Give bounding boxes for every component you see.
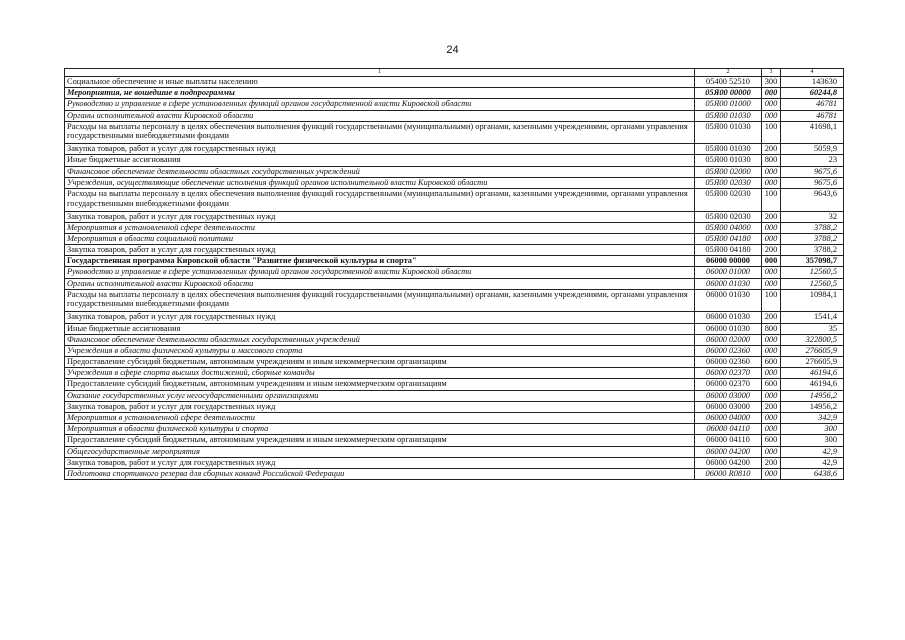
table-row [65,245,844,256]
row-amount-cell: 46781 [781,110,844,121]
row-amount-cell: 42,9 [781,457,844,468]
row-expense-type-cell: 200 [762,211,781,222]
row-expense-type-cell: 000 [762,468,781,479]
row-expense-type-cell: 000 [762,166,781,177]
table-row [65,413,844,424]
row-amount-cell: 300 [781,424,844,435]
row-code-cell: 06000 02370 [695,368,762,379]
row-amount-cell: 5059,9 [781,144,844,155]
budget-table [64,68,844,480]
row-expense-type-cell: 000 [762,368,781,379]
table-row [65,88,844,99]
row-amount-cell: 342,9 [781,413,844,424]
row-amount-cell: 3788,2 [781,245,844,256]
row-code-cell: 05Я00 01030 [695,155,762,166]
row-code-cell: 05Я00 02030 [695,177,762,188]
row-expense-type-cell: 200 [762,245,781,256]
table-header-row [65,69,844,77]
row-amount-cell: 60244,8 [781,88,844,99]
row-code-cell: 05400 52510 [695,77,762,88]
row-expense-type-cell: 200 [762,457,781,468]
row-name-cell: Финансовое обеспечение деятельности областных государственных учреждений [65,334,695,345]
row-amount-cell: 9675,6 [781,166,844,177]
table-row [65,468,844,479]
row-amount-cell: 12560,5 [781,267,844,278]
row-name-cell: Оказание государственных услуг негосударственными организациями [65,390,695,401]
table-row [65,166,844,177]
row-code-cell: 06000 04110 [695,435,762,446]
row-name-cell: Мероприятия в области социальной политики [65,233,695,244]
row-name-cell: Мероприятия в установленной сфере деятельности [65,413,695,424]
row-expense-type-cell: 600 [762,357,781,368]
row-expense-type-cell: 800 [762,323,781,334]
row-code-cell: 06000 01030 [695,323,762,334]
row-amount-cell: 300 [781,435,844,446]
row-expense-type-cell: 600 [762,435,781,446]
row-amount-cell: 46194,6 [781,379,844,390]
table-row [65,357,844,368]
table-row [65,435,844,446]
table-row [65,110,844,121]
row-code-cell: 05Я00 00000 [695,88,762,99]
row-expense-type-cell: 000 [762,110,781,121]
row-code-cell: 05Я00 01030 [695,121,762,144]
column-header-code: 2 [695,69,762,77]
column-header-name: 1 [65,69,695,77]
row-code-cell: 05Я00 01030 [695,110,762,121]
row-amount-cell: 357098,7 [781,256,844,267]
row-name-cell: Учреждения, осуществляющие обеспечение исполнения функций органов исполнительной власти Кировской области [65,177,695,188]
row-expense-type-cell: 600 [762,379,781,390]
row-code-cell: 06000 01030 [695,278,762,289]
row-expense-type-cell: 100 [762,121,781,144]
table-row [65,155,844,166]
row-name-cell: Расходы на выплаты персоналу в целях обеспечения выполнения функций государственными (муниципальными) органами, казенными учреждениями, органами управления государственными внебюджетными фондами [65,121,695,144]
table-row [65,289,844,312]
table-row [65,222,844,233]
row-code-cell: 06000 03000 [695,390,762,401]
table-row [65,424,844,435]
row-amount-cell: 46194,6 [781,368,844,379]
row-name-cell: Руководство и управление в сфере установленных функций органов государственной власти Кировской области [65,267,695,278]
row-name-cell: Иные бюджетные ассигнования [65,155,695,166]
row-amount-cell: 42,9 [781,446,844,457]
row-code-cell: 06000 02360 [695,357,762,368]
row-name-cell: Руководство и управление в сфере установленных функций органов государственной власти Кировской области [65,99,695,110]
row-code-cell: 06000 04200 [695,457,762,468]
row-amount-cell: 9675,6 [781,177,844,188]
table-row [65,401,844,412]
row-expense-type-cell: 100 [762,189,781,212]
row-amount-cell: 276605,9 [781,357,844,368]
row-expense-type-cell: 000 [762,446,781,457]
row-code-cell: 06000 01000 [695,267,762,278]
row-expense-type-cell: 200 [762,144,781,155]
table-row [65,267,844,278]
table-row [65,189,844,212]
row-code-cell: 05Я00 02000 [695,166,762,177]
table-row [65,77,844,88]
table-row [65,323,844,334]
row-name-cell: Расходы на выплаты персоналу в целях обеспечения выполнения функций государственными (муниципальными) органами, казенными учреждениями, органами управления государственными внебюджетными фондами [65,189,695,212]
row-name-cell: Предоставление субсидий бюджетным, автономным учреждениям и иным некоммерческим организациям [65,435,695,446]
row-expense-type-cell: 000 [762,334,781,345]
row-code-cell: 06000 02370 [695,379,762,390]
row-name-cell: Учреждения в области физической культуры и массового спорта [65,345,695,356]
row-expense-type-cell: 300 [762,77,781,88]
row-code-cell: 06000 04200 [695,446,762,457]
row-expense-type-cell: 800 [762,155,781,166]
row-expense-type-cell: 000 [762,233,781,244]
table-row [65,368,844,379]
row-amount-cell: 41698,1 [781,121,844,144]
row-expense-type-cell: 000 [762,424,781,435]
row-amount-cell: 9643,6 [781,189,844,212]
row-name-cell: Предоставление субсидий бюджетным, автономным учреждениям и иным некоммерческим организациям [65,357,695,368]
row-code-cell: 06000 04000 [695,413,762,424]
row-code-cell: 06000 02000 [695,334,762,345]
row-name-cell: Учреждения в сфере спорта высших достижений, сборные команды [65,368,695,379]
row-code-cell: 06000 01030 [695,312,762,323]
row-amount-cell: 3788,2 [781,222,844,233]
row-name-cell: Расходы на выплаты персоналу в целях обеспечения выполнения функций государственными (муниципальными) органами, казенными учреждениями, органами управления государственными внебюджетными фондами [65,289,695,312]
table-row [65,99,844,110]
row-name-cell: Органы исполнительной власти Кировской области [65,278,695,289]
row-name-cell: Мероприятия, не вошедшие в подпрограммы [65,88,695,99]
row-name-cell: Мероприятия в установленной сфере деятельности [65,222,695,233]
row-amount-cell: 1541,4 [781,312,844,323]
row-code-cell: 05Я00 02030 [695,189,762,212]
row-name-cell: Закупка товаров, работ и услуг для государственных нужд [65,211,695,222]
page-number: 24 [446,44,459,56]
row-amount-cell: 143630 [781,77,844,88]
row-expense-type-cell: 000 [762,413,781,424]
row-name-cell: Подготовка спортивного резерва для сборных команд Российской Федерации [65,468,695,479]
row-amount-cell: 35 [781,323,844,334]
row-expense-type-cell: 000 [762,222,781,233]
row-name-cell: Государственная программа Кировской области "Развитие физической культуры и спорта" [65,256,695,267]
row-code-cell: 05Я00 04000 [695,222,762,233]
row-expense-type-cell: 000 [762,256,781,267]
row-expense-type-cell: 100 [762,289,781,312]
table-row [65,177,844,188]
row-expense-type-cell: 200 [762,312,781,323]
row-name-cell: Предоставление субсидий бюджетным, автономным учреждениям и иным некоммерческим организациям [65,379,695,390]
row-name-cell: Закупка товаров, работ и услуг для государственных нужд [65,144,695,155]
row-name-cell: Закупка товаров, работ и услуг для государственных нужд [65,245,695,256]
row-amount-cell: 46781 [781,99,844,110]
row-code-cell: 05Я00 04180 [695,233,762,244]
row-amount-cell: 3788,2 [781,233,844,244]
row-code-cell: 05Я00 01000 [695,99,762,110]
row-name-cell: Социальное обеспечение и иные выплаты населению [65,77,695,88]
row-code-cell: 05Я00 04180 [695,245,762,256]
row-expense-type-cell: 000 [762,177,781,188]
row-expense-type-cell: 000 [762,390,781,401]
row-code-cell: 06000 R0810 [695,468,762,479]
row-name-cell: Закупка товаров, работ и услуг для государственных нужд [65,401,695,412]
row-name-cell: Иные бюджетные ассигнования [65,323,695,334]
column-header-expense-type: 3 [762,69,781,77]
table-row [65,211,844,222]
row-code-cell: 06000 04110 [695,424,762,435]
row-amount-cell: 23 [781,155,844,166]
row-amount-cell: 32 [781,211,844,222]
row-amount-cell: 322800,5 [781,334,844,345]
row-amount-cell: 6438,6 [781,468,844,479]
table-row [65,345,844,356]
row-expense-type-cell: 000 [762,345,781,356]
row-name-cell: Органы исполнительной власти Кировской области [65,110,695,121]
row-name-cell: Общегосударственные мероприятия [65,446,695,457]
row-code-cell: 06000 00000 [695,256,762,267]
row-expense-type-cell: 000 [762,278,781,289]
row-name-cell: Закупка товаров, работ и услуг для государственных нужд [65,312,695,323]
row-code-cell: 05Я00 02030 [695,211,762,222]
table-row [65,390,844,401]
table-row [65,233,844,244]
table-row [65,446,844,457]
row-expense-type-cell: 000 [762,99,781,110]
column-header-amount: 4 [781,69,844,77]
row-expense-type-cell: 200 [762,401,781,412]
row-amount-cell: 14956,2 [781,390,844,401]
table-row [65,144,844,155]
row-name-cell: Закупка товаров, работ и услуг для государственных нужд [65,457,695,468]
row-amount-cell: 10984,1 [781,289,844,312]
row-code-cell: 06000 02360 [695,345,762,356]
row-code-cell: 06000 03000 [695,401,762,412]
table-row [65,334,844,345]
row-name-cell: Финансовое обеспечение деятельности областных государственных учреждений [65,166,695,177]
row-expense-type-cell: 000 [762,88,781,99]
table-row [65,457,844,468]
row-code-cell: 05Я00 01030 [695,144,762,155]
table-row [65,312,844,323]
table-row [65,379,844,390]
table-row [65,278,844,289]
row-amount-cell: 14956,2 [781,401,844,412]
table-row [65,256,844,267]
table-row [65,121,844,144]
row-amount-cell: 12560,5 [781,278,844,289]
row-code-cell: 06000 01030 [695,289,762,312]
row-amount-cell: 276605,9 [781,345,844,356]
row-name-cell: Мероприятия в области физической культуры и спорта [65,424,695,435]
budget-table-body [65,69,844,480]
row-expense-type-cell: 000 [762,267,781,278]
